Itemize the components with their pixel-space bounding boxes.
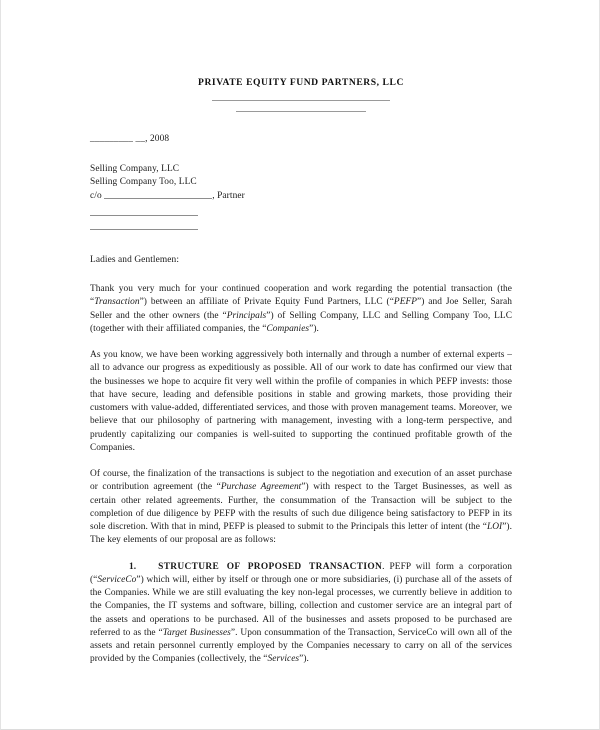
document-content [90, 0, 512, 676]
addressee-care-of-line [90, 190, 512, 203]
letterhead-address-rule-2 [90, 102, 512, 115]
addressee-line-2: Selling Company Too, LLC [90, 177, 197, 188]
body-paragraph-1: Thank you very much for your continued cooperation and work regarding the potential transaction (the “Transaction”) between an affiliate of Private Equity Fund Partners, LLC (“PEFP”) and Joe Seller, Sarah Seller and the other owners (the “Principals”) of Selling Company, LLC and Selling Company Too, LLC (together with their affiliated companies, the “Companies”). [90, 284, 513, 334]
defined-term: Purchase Agreement [220, 482, 302, 493]
defined-term: PEFP [393, 297, 418, 308]
care-of-prefix: c/o [90, 190, 105, 201]
addressee-block [90, 163, 512, 230]
defined-term: Companies [266, 323, 310, 334]
care-of-suffix: , Partner [212, 190, 245, 201]
addressee-blank-line-2 [90, 216, 198, 230]
defined-term: LOI [486, 522, 503, 533]
rule-line [212, 100, 390, 101]
letterhead-address-rule-1 [90, 89, 512, 102]
defined-term: Services [267, 654, 300, 665]
body-paragraph-2: As you know, we have been working aggressively both internally and through a number of external experts – all to advance our progress as expeditiously as possible. All of our work to date has confirmed our view that the businesses we hope to acquire fit very well within the profile of companies in which PEFP invests: those that have secure, leading and defensible positions in stable and growing markets, those providing their customers with value-added, differentiated services, and those with proven management teams. Moreover, we believe that our philosophy of partnering with management, investing with a long-term perspective, and prudently capitalizing our companies is well-suited to supporting the continued profitable growth of the Companies. [90, 350, 512, 453]
letterhead-company-name: PRIVATE EQUITY FUND PARTNERS, LLC [198, 77, 404, 88]
defined-term: Transaction [94, 297, 140, 308]
addressee-blank-line-1 [90, 203, 198, 217]
date-line: _________ __, 2008 [90, 134, 170, 144]
letterhead [90, 76, 512, 115]
care-of-blank-field [104, 198, 212, 199]
rule-line [236, 111, 366, 112]
defined-term: Principals [226, 310, 267, 321]
salutation: Ladies and Gentlemen: [90, 255, 180, 265]
addressee-line-1: Selling Company, LLC [90, 164, 180, 175]
defined-term: Target Businesses [162, 627, 231, 638]
section-number: 1. [129, 561, 137, 572]
section-1-paragraph: 1. STRUCTURE OF PROPOSED TRANSACTION. PEFP will form a corporation (“ServiceCo”) which will, either by itself or through one or more subsidiaries, (i) purchase all of the assets of the Companies. While we are still evaluating the key non-legal processes, we currently believe in addition to the Companies, the IT systems and software, billing, collection and customer service are an integral part of the assets and operations to be purchased. All of the businesses and assets proposed to be purchased are referred to as the “Target Businesses”. Upon consummation of the Transaction, ServiceCo will own all of the assets and retain personnel currently employed by the Companies necessary to carry on all of the services provided by the Companies (collectively, the “Services”). [90, 561, 513, 665]
defined-term: ServiceCo [97, 574, 137, 585]
body-paragraph-3: Of course, the finalization of the transactions is subject to the negotiation and execution of an asset purchase or contribution agreement (the “Purchase Agreement”) with respect to the Target Businesses, as well as certain other related agreements. Further, the consummation of the Transaction will be subject to the completion of due diligence by PEFP with the results of such due diligence being satisfactory to PEFP in its sole discretion. With that in mind, PEFP is pleased to submit to the Principals this letter of intent (the “LOI”). The key elements of our proposal are as follows: [90, 469, 512, 546]
section-heading: STRUCTURE OF PROPOSED TRANSACTION [158, 561, 383, 572]
